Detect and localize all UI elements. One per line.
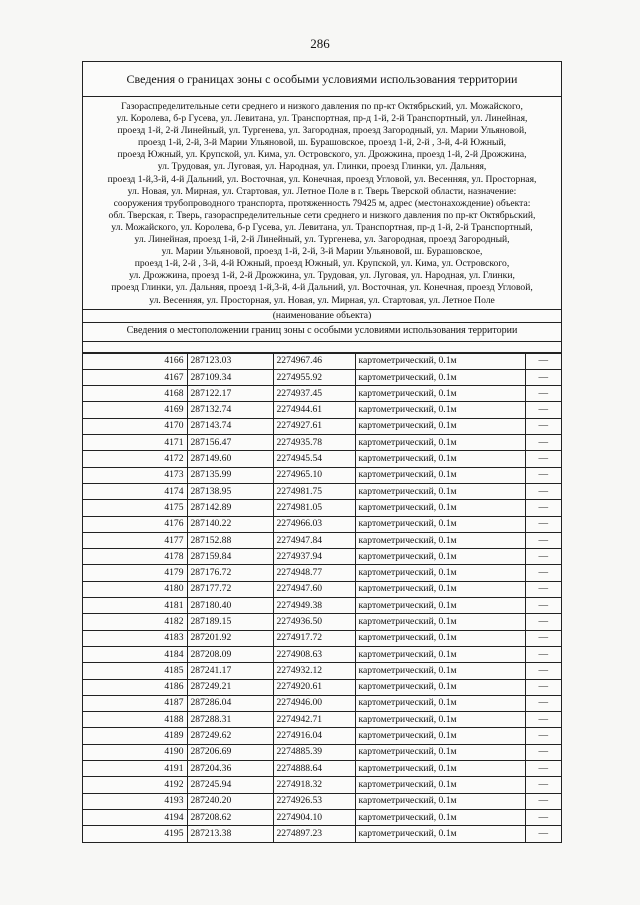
- coord-x-cell: 287122.17: [187, 386, 273, 402]
- description-cell: —: [525, 598, 561, 614]
- method-cell: картометрический, 0.1м: [355, 386, 525, 402]
- method-cell: картометрический, 0.1м: [355, 549, 525, 565]
- point-number-cell: 4188: [83, 712, 187, 728]
- point-number-cell: 4176: [83, 516, 187, 532]
- description-line: ул. Новая, ул. Мирная, ул. Стартовая, ул. Летное Поле в г. Тверь Тверской области, назначение:: [127, 185, 517, 197]
- point-number-cell: 4173: [83, 467, 187, 483]
- point-number-cell: 4193: [83, 793, 187, 809]
- table-row: [83, 581, 561, 597]
- table-row: [83, 418, 561, 434]
- method-cell: картометрический, 0.1м: [355, 435, 525, 451]
- description-cell: —: [525, 777, 561, 793]
- table-row: [83, 826, 561, 842]
- description-cell: —: [525, 581, 561, 597]
- coord-y-cell: 2274904.10: [273, 809, 355, 825]
- coord-y-cell: 2274937.94: [273, 549, 355, 565]
- table-row: [83, 679, 561, 695]
- point-number-cell: 4166: [83, 353, 187, 369]
- table-row: [83, 516, 561, 532]
- zone-info-frame: [82, 61, 562, 843]
- description-cell: —: [525, 646, 561, 662]
- table-row: [83, 663, 561, 679]
- table-row: [83, 728, 561, 744]
- point-number-cell: 4179: [83, 565, 187, 581]
- coord-y-cell: 2274981.75: [273, 483, 355, 499]
- method-cell: картометрический, 0.1м: [355, 646, 525, 662]
- method-cell: картометрический, 0.1м: [355, 500, 525, 516]
- method-cell: картометрический, 0.1м: [355, 516, 525, 532]
- point-number-cell: 4174: [83, 483, 187, 499]
- point-number-cell: 4171: [83, 435, 187, 451]
- method-cell: картометрический, 0.1м: [355, 663, 525, 679]
- description-cell: —: [525, 516, 561, 532]
- table-row: [83, 369, 561, 385]
- coord-x-cell: 287201.92: [187, 630, 273, 646]
- coord-y-cell: 2274944.61: [273, 402, 355, 418]
- point-number-cell: 4167: [83, 369, 187, 385]
- coord-y-cell: 2274908.63: [273, 646, 355, 662]
- coord-x-cell: 287159.84: [187, 549, 273, 565]
- description-cell: —: [525, 744, 561, 760]
- point-number-cell: 4170: [83, 418, 187, 434]
- description-cell: —: [525, 353, 561, 369]
- coord-y-cell: 2274885.39: [273, 744, 355, 760]
- method-cell: картометрический, 0.1м: [355, 418, 525, 434]
- description-line: ул. Дрожжина, проезд 1-й, 2-й Дрожжина, ул. Трудовая, ул. Луговая, ул. Народная, ул. Глинки,: [129, 270, 515, 282]
- table-row: [83, 630, 561, 646]
- description-line: проезд 1-й, 2-й, 3-й Марии Ульяновой, ш. Бурашовское, проезд 1-й, 2-й , 3-й, 4-й Южный,: [137, 137, 507, 149]
- description-cell: —: [525, 386, 561, 402]
- method-cell: картометрический, 0.1м: [355, 793, 525, 809]
- coord-y-cell: 2274935.78: [273, 435, 355, 451]
- description-cell: —: [525, 679, 561, 695]
- point-number-cell: 4191: [83, 761, 187, 777]
- description-cell: —: [525, 435, 561, 451]
- method-cell: картометрический, 0.1м: [355, 467, 525, 483]
- point-number-cell: 4184: [83, 646, 187, 662]
- table-row: [83, 598, 561, 614]
- description-line: сооружения трубопроводного транспорта, протяженность 79425 м, адрес (местонахождение) объекта:: [113, 197, 531, 209]
- description-cell: —: [525, 793, 561, 809]
- description-cell: —: [525, 402, 561, 418]
- table-row: [83, 483, 561, 499]
- description-cell: —: [525, 500, 561, 516]
- coord-y-cell: 2274981.05: [273, 500, 355, 516]
- description-line: ул. Весенняя, ул. Просторная, ул. Новая, ул. Мирная, ул. Стартовая, ул. Летное Поле: [149, 294, 495, 306]
- description-cell: —: [525, 809, 561, 825]
- coord-y-cell: 2274949.38: [273, 598, 355, 614]
- coord-y-cell: 2274888.64: [273, 761, 355, 777]
- object-name-caption: (наименование объекта): [83, 310, 561, 323]
- point-number-cell: 4192: [83, 777, 187, 793]
- table-row: [83, 451, 561, 467]
- coord-y-cell: 2274955.92: [273, 369, 355, 385]
- point-number-cell: 4183: [83, 630, 187, 646]
- method-cell: картометрический, 0.1м: [355, 744, 525, 760]
- coord-x-cell: 287286.04: [187, 695, 273, 711]
- coord-y-cell: 2274932.12: [273, 663, 355, 679]
- coord-x-cell: 287177.72: [187, 581, 273, 597]
- description-line: проезд Южный, ул. Крупской, ул. Кима, ул. Островского, ул. Дрожжина, проезд 1-й, 2-й Дрожжина,: [117, 149, 527, 161]
- table-row: [83, 467, 561, 483]
- coord-x-cell: 287213.38: [187, 826, 273, 842]
- method-cell: картометрический, 0.1м: [355, 761, 525, 777]
- coord-x-cell: 287189.15: [187, 614, 273, 630]
- method-cell: картометрический, 0.1м: [355, 679, 525, 695]
- description-cell: —: [525, 369, 561, 385]
- table-row: [83, 614, 561, 630]
- coord-y-cell: 2274942.71: [273, 712, 355, 728]
- table-row: [83, 793, 561, 809]
- description-cell: —: [525, 728, 561, 744]
- table-row: [83, 646, 561, 662]
- point-number-cell: 4175: [83, 500, 187, 516]
- table-row: [83, 532, 561, 548]
- point-number-cell: 4187: [83, 695, 187, 711]
- point-number-cell: 4190: [83, 744, 187, 760]
- coord-x-cell: 287123.03: [187, 353, 273, 369]
- method-cell: картометрический, 0.1м: [355, 353, 525, 369]
- coord-y-cell: 2274916.04: [273, 728, 355, 744]
- coordinates-table: [83, 353, 561, 843]
- table-row: [83, 565, 561, 581]
- table-header-gap: [83, 342, 561, 353]
- coord-x-cell: 287249.62: [187, 728, 273, 744]
- coord-y-cell: 2274947.84: [273, 532, 355, 548]
- coord-x-cell: 287241.17: [187, 663, 273, 679]
- description-line: ул. Можайского, ул. Королева, б-р Гусева, ул. Левитана, ул. Транспортная, пр-д 1-й, 2-й Транспортный,: [111, 221, 533, 233]
- point-number-cell: 4178: [83, 549, 187, 565]
- coord-y-cell: 2274945.54: [273, 451, 355, 467]
- description-cell: —: [525, 630, 561, 646]
- coord-y-cell: 2274926.53: [273, 793, 355, 809]
- point-number-cell: 4195: [83, 826, 187, 842]
- point-number-cell: 4182: [83, 614, 187, 630]
- description-cell: —: [525, 532, 561, 548]
- description-cell: —: [525, 663, 561, 679]
- method-cell: картометрический, 0.1м: [355, 402, 525, 418]
- method-cell: картометрический, 0.1м: [355, 614, 525, 630]
- description-cell: —: [525, 483, 561, 499]
- coord-x-cell: 287204.36: [187, 761, 273, 777]
- table-row: [83, 435, 561, 451]
- coord-y-cell: 2274937.45: [273, 386, 355, 402]
- description-line: ул. Королева, б-р Гусева, ул. Левитана, ул. Транспортная, пр-д 1-й, 2-й Транспортный, ул. Линейная,: [116, 113, 528, 125]
- method-cell: картометрический, 0.1м: [355, 483, 525, 499]
- point-number-cell: 4169: [83, 402, 187, 418]
- table-row: [83, 549, 561, 565]
- description-cell: —: [525, 761, 561, 777]
- method-cell: картометрический, 0.1м: [355, 728, 525, 744]
- method-cell: картометрический, 0.1м: [355, 532, 525, 548]
- coord-y-cell: 2274897.23: [273, 826, 355, 842]
- coord-x-cell: 287208.09: [187, 646, 273, 662]
- coord-x-cell: 287142.89: [187, 500, 273, 516]
- point-number-cell: 4168: [83, 386, 187, 402]
- coord-y-cell: 2274967.46: [273, 353, 355, 369]
- coord-x-cell: 287156.47: [187, 435, 273, 451]
- description-line: проезд 1-й, 2-й Линейный, ул. Тургенева, ул. Загородная, проезд Загородный, ул. Марии Ульяновой,: [117, 125, 527, 137]
- coord-x-cell: 287245.94: [187, 777, 273, 793]
- description-line: проезд 1-й,3-й, 4-й Дальний, ул. Восточная, ул. Конечная, проезд Угловой, ул. Весенняя, ул. Просторная,: [107, 173, 537, 185]
- method-cell: картометрический, 0.1м: [355, 712, 525, 728]
- coord-x-cell: 287288.31: [187, 712, 273, 728]
- point-number-cell: 4180: [83, 581, 187, 597]
- coord-x-cell: 287138.95: [187, 483, 273, 499]
- description-line: ул. Трудовая, ул. Луговая, ул. Народная, ул. Глинки, проезд Глинки, ул. Дальняя,: [157, 161, 487, 173]
- point-number-cell: 4181: [83, 598, 187, 614]
- point-number-cell: 4189: [83, 728, 187, 744]
- coord-x-cell: 287208.62: [187, 809, 273, 825]
- description-cell: —: [525, 451, 561, 467]
- coord-x-cell: 287132.74: [187, 402, 273, 418]
- coord-y-cell: 2274918.32: [273, 777, 355, 793]
- table-row: [83, 500, 561, 516]
- description-cell: —: [525, 712, 561, 728]
- coord-y-cell: 2274948.77: [273, 565, 355, 581]
- coord-x-cell: 287109.34: [187, 369, 273, 385]
- method-cell: картометрический, 0.1м: [355, 777, 525, 793]
- page-number: 286: [310, 36, 330, 51]
- coord-x-cell: 287143.74: [187, 418, 273, 434]
- coord-x-cell: 287152.88: [187, 532, 273, 548]
- method-cell: картометрический, 0.1м: [355, 598, 525, 614]
- description-line: проезд 1-й, 2-й , 3-й, 4-й Южный, проезд Южный, ул. Крупской, ул. Кима, ул. Островского,: [134, 258, 510, 270]
- description-cell: —: [525, 467, 561, 483]
- description-cell: —: [525, 695, 561, 711]
- coord-x-cell: 287249.21: [187, 679, 273, 695]
- point-number-cell: 4185: [83, 663, 187, 679]
- object-description: [83, 97, 561, 310]
- table-row: [83, 695, 561, 711]
- table-row: [83, 744, 561, 760]
- point-number-cell: 4186: [83, 679, 187, 695]
- method-cell: картометрический, 0.1м: [355, 369, 525, 385]
- table-row: [83, 712, 561, 728]
- coord-x-cell: 287135.99: [187, 467, 273, 483]
- coord-y-cell: 2274920.61: [273, 679, 355, 695]
- description-cell: —: [525, 614, 561, 630]
- coord-y-cell: 2274936.50: [273, 614, 355, 630]
- coord-y-cell: 2274946.00: [273, 695, 355, 711]
- table-row: [83, 386, 561, 402]
- method-cell: картометрический, 0.1м: [355, 451, 525, 467]
- coord-x-cell: 287149.60: [187, 451, 273, 467]
- location-section-title: Сведения о местоположении границ зоны с особыми условиями использования территории: [83, 323, 561, 342]
- method-cell: картометрический, 0.1м: [355, 826, 525, 842]
- description-line: ул. Линейная, проезд 1-й, 2-й Линейный, ул. Тургенева, ул. Загородная, проезд Загородный,: [134, 234, 510, 246]
- coord-x-cell: 287176.72: [187, 565, 273, 581]
- description-line: Газораспределительные сети среднего и низкого давления по пр-кт Октябрьский, ул. Можайского,: [121, 101, 523, 112]
- point-number-cell: 4194: [83, 809, 187, 825]
- point-number-cell: 4177: [83, 532, 187, 548]
- table-row: [83, 353, 561, 369]
- coord-y-cell: 2274966.03: [273, 516, 355, 532]
- description-line: обл. Тверская, г. Тверь, газораспределительные сети среднего и низкого давления по пр-кт Октябрьский,: [108, 209, 536, 221]
- description-line: ул. Марии Ульяновой, проезд 1-й, 2-й, 3-й Марии Ульяновой, ш. Бурашовское,: [161, 246, 483, 258]
- method-cell: картометрический, 0.1м: [355, 581, 525, 597]
- coord-x-cell: 287206.69: [187, 744, 273, 760]
- coord-y-cell: 2274965.10: [273, 467, 355, 483]
- coord-y-cell: 2274927.61: [273, 418, 355, 434]
- coord-x-cell: 287140.22: [187, 516, 273, 532]
- coord-x-cell: 287240.20: [187, 793, 273, 809]
- description-line: проезд Глинки, ул. Дальняя, проезд 1-й,3-й, 4-й Дальний, ул. Восточная, ул. Конечная, проезд Угловой,: [111, 282, 533, 294]
- method-cell: картометрический, 0.1м: [355, 809, 525, 825]
- coord-y-cell: 2274947.60: [273, 581, 355, 597]
- method-cell: картометрический, 0.1м: [355, 565, 525, 581]
- method-cell: картометрический, 0.1м: [355, 630, 525, 646]
- table-row: [83, 761, 561, 777]
- table-row: [83, 777, 561, 793]
- description-cell: —: [525, 826, 561, 842]
- coord-x-cell: 287180.40: [187, 598, 273, 614]
- table-row: [83, 402, 561, 418]
- document-title: Сведения о границах зоны с особыми условиями использования территории: [83, 62, 561, 97]
- point-number-cell: 4172: [83, 451, 187, 467]
- description-cell: —: [525, 418, 561, 434]
- coord-y-cell: 2274917.72: [273, 630, 355, 646]
- description-cell: —: [525, 549, 561, 565]
- description-cell: —: [525, 565, 561, 581]
- method-cell: картометрический, 0.1м: [355, 695, 525, 711]
- table-row: [83, 809, 561, 825]
